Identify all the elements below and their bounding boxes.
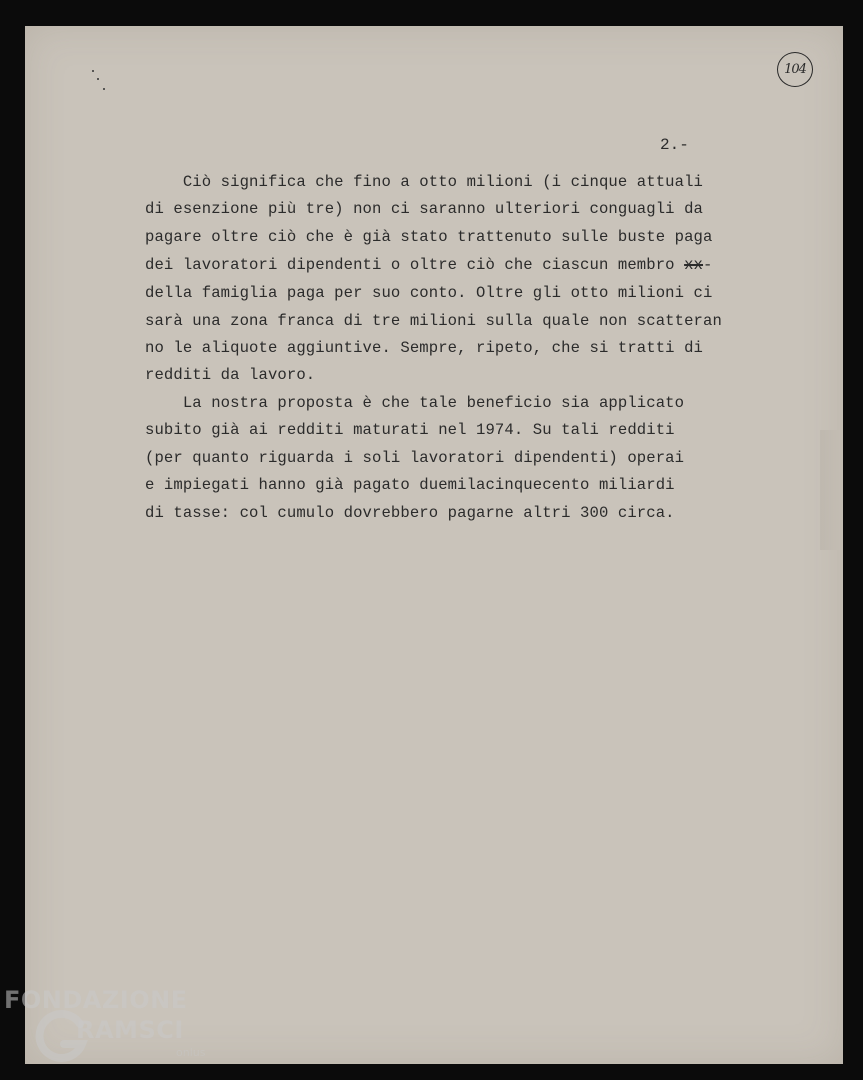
text-line-12: e impiegati hanno già pagato duemilacinquecento miliardi — [145, 476, 675, 494]
paper-specks — [92, 70, 112, 94]
text-line-8: redditi da lavoro. — [145, 366, 316, 384]
text-line-4 — [145, 256, 712, 274]
fondazione-gramsci-logo — [4, 986, 214, 1076]
text-line-9: La nostra proposta è che tale beneficio sia applicato — [145, 394, 685, 412]
text-line-10: subito già ai redditi maturati nel 1974. Su tali redditi — [145, 421, 675, 439]
text-line-6: sarà una zona franca di tre milioni sulla quale non scatteran — [145, 312, 722, 330]
text-line-2: di esenzione più tre) non ci saranno ulteriori conguagli da — [145, 200, 704, 218]
struck-text: xx — [684, 256, 704, 274]
page-number: 2.- — [660, 136, 689, 154]
text-line-5: della famiglia paga per suo conto. Oltre gli otto milioni ci — [145, 284, 713, 302]
text-line-7: no le aliquote aggiuntive. Sempre, ripeto, che si tratti di — [145, 339, 704, 357]
text-line-1: Ciò significa che fino a otto milioni (i cinque attuali — [145, 173, 704, 191]
archive-number-stamp: 104 — [777, 52, 813, 87]
logo-onlus: onlus — [176, 1046, 206, 1059]
logo-line1: FONDAZIONE — [4, 986, 188, 1014]
logo-line2: RAMSCI — [76, 1016, 184, 1044]
faded-stamp — [820, 430, 840, 550]
text-line-3: pagare oltre ciò che è già stato trattenuto sulle buste paga — [145, 228, 713, 246]
text-line-4-main: dei lavoratori dipendenti o oltre ciò che ciascun membro — [145, 256, 685, 274]
text-line-11: (per quanto riguarda i soli lavoratori dipendenti) operai — [145, 449, 685, 467]
text-line-13: di tasse: col cumulo dovrebbero pagarne altri 300 circa. — [145, 504, 675, 522]
hyphen: - — [703, 256, 713, 274]
